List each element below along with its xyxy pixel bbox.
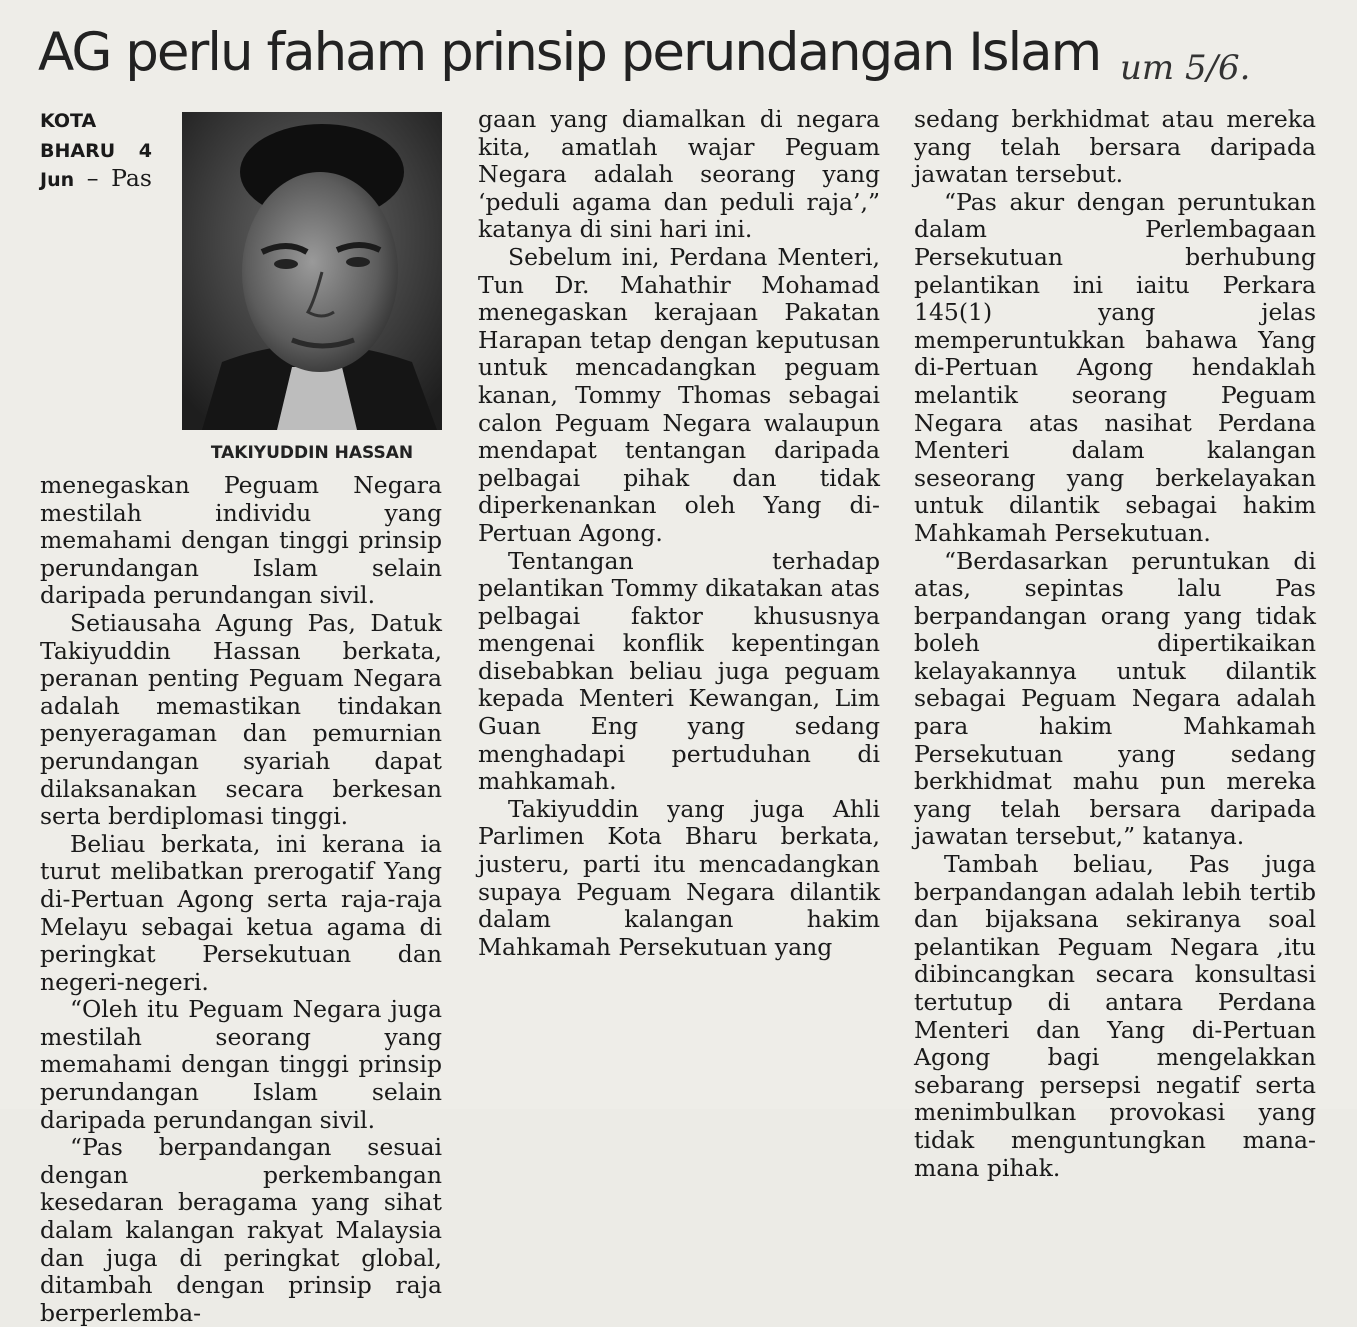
paragraph: “Pas akur dengan peruntukan dalam Perlembagaan Persekutuan berhubung pelantikan ini iaitu Perkara 145(1) yang jelas memperuntukkan bahawa Yang di-Pertuan Agong hendaklah melantik seorang Peguam Negara atas nasihat Perdana Menteri dalam kalangan seseorang yang berkelayakan untuk dilantik sebagai hakim Mahkamah Persekutuan. [914,187,1316,547]
paragraph: Sebelum ini, Perdana Menteri, Tun Dr. Mahathir Mohamad menegaskan kerajaan Pakatan Harapan tetap dengan keputusan untuk mencadangkan peguam kanan, Tommy Thomas sebagai calon Peguam Negara walaupun mendapat tentangan daripada pelbagai pihak dan tidak diperkenankan oleh Yang di-Pertuan Agong. [478,242,880,547]
headline: AG perlu faham prinsip perundangan Islam [38,22,1101,83]
paragraph: Beliau berkata, ini kerana ia turut melibatkan prerogatif Yang di-Pertuan Agong serta raja-raja Melayu sebagai ketua agama di peringkat Persekutuan dan negeri-negeri. [40,829,442,996]
paragraph: “Pas berpandangan sesuai dengan perkembangan kesedaran beragama yang sihat dalam kalangan rakyat Malaysia dan juga di peringkat global, ditambah dengan prinsip raja berperlemba- [40,1133,442,1327]
paragraph: “Oleh itu Peguam Negara juga mestilah seorang yang memahami dengan tinggi prinsip perundangan Islam selain daripada perundangan sivil. [40,995,442,1134]
paragraph: Tambah beliau, Pas juga berpandangan adalah lebih tertib dan bijaksana sekiranya soal pelantikan Peguam Negara ,itu dibincangkan secara konsultasi tertutup di antara Perdana Menteri dan Yang di-Pertuan Agong bagi mengelakkan sebarang persepsi negatif serta menimbulkan provokasi yang tidak menguntungkan mana-mana pihak. [914,850,1316,1182]
paragraph: “Berdasarkan peruntukan di atas, sepintas lalu Pas berpandangan orang yang tidak boleh dipertikaikan kelayakannya untuk dilantik sebagai Peguam Negara adalah para hakim Mahkamah Persekutuan yang sedang berkhidmat mahu pun mereka yang telah bersara daripada jawatan tersebut,” katanya. [914,546,1316,851]
column-3 [914,106,1316,1182]
photo-caption: TAKIYUDDIN HASSAN [210,443,414,463]
paragraph: – Pas menegaskan Peguam Negara mestilah individu yang memahami dengan tinggi prinsip perundangan Islam selain daripada perundangan sivil. [40,164,442,610]
portrait-image [182,112,442,430]
paragraph: gaan yang diamalkan di negara kita, amatlah wajar Peguam Negara adalah seorang yang ‘peduli agama dan peduli raja’,” katanya di sini hari ini. [478,105,880,244]
handwritten-note: um 5/6. [1120,48,1251,88]
column-1 [40,106,442,1327]
dateline: KOTA BHARU 4 Jun [40,110,152,192]
portrait-photo [182,112,442,430]
paragraph: Takiyuddin yang juga Ahli Parlimen Kota Bharu berkata, justeru, parti itu mencadangkan supaya Peguam Negara dilantik dalam kalangan hakim Mahkamah Persekutuan yang [478,794,880,961]
paragraph: Tentangan terhadap pelantikan Tommy dikatakan atas pelbagai faktor khususnya mengenai konflik kepentingan disebabkan beliau juga peguam kepada Menteri Kewangan, Lim Guan Eng yang sedang menghadapi pertuduhan di mahkamah. [478,546,880,796]
paragraph: Setiausaha Agung Pas, Datuk Takiyuddin Hassan berkata, peranan penting Peguam Negara adalah memastikan tindakan penyeragaman dan pemurnian perundangan syariah dapat dilaksanakan secara berkesan serta berdiplomasi tinggi. [40,608,442,831]
photo-block [174,106,442,466]
paragraph: sedang berkhidmat atau mereka yang telah bersara daripada jawatan tersebut. [914,105,1316,189]
column-2 [478,106,880,961]
